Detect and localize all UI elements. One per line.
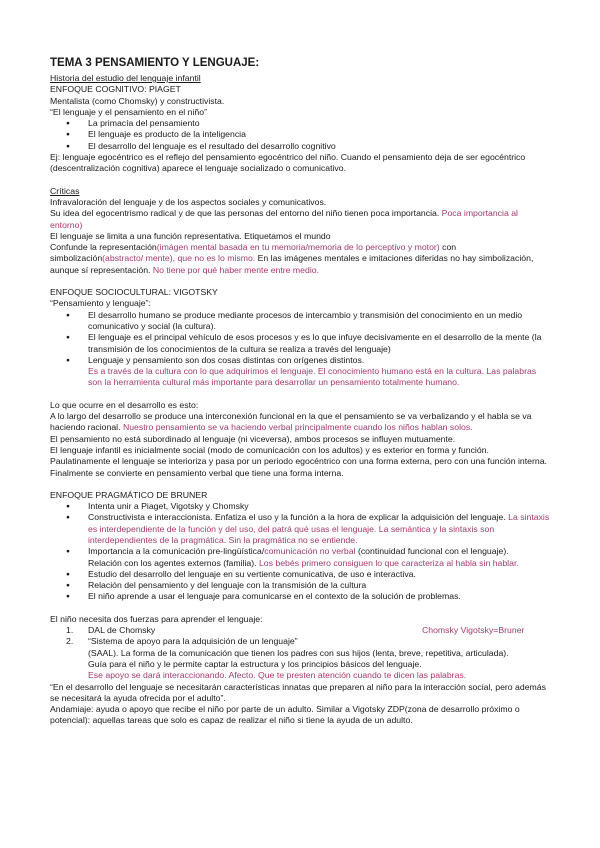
list-item: ● Estudio del desarrollo del lenguaje en su vertiente comunicativa, de uso e interactiva. xyxy=(88,569,550,580)
desarrollo-heading: Lo que ocurre en el desarrollo es esto: xyxy=(50,399,199,410)
desarrollo-p3: El lenguaje infantil es inicialmente social (modo de comunicación con los adultos) y es exterior en forma y función. xyxy=(50,444,489,455)
list-item: ● El niño aprende a usar el lenguaje para comunicarse en el contexto de la solución de problemas. xyxy=(88,591,550,602)
list-item: ● Intenta unir a Piaget, Vigotsky y Chomsky xyxy=(88,501,550,512)
page-title: TEMA 3 PENSAMIENTO Y LENGUAJE: xyxy=(50,57,260,69)
saal-line2: Guía para el niño y le permite captar la estructura y los principios básicos del lenguaje. xyxy=(88,658,422,669)
piaget-heading: ENFOQUE COGNITIVO: PIAGET xyxy=(50,84,181,95)
fuerzas-heading: El niño necesita dos fuerzas para aprender el lenguaje: xyxy=(50,613,263,624)
fuerzas-list xyxy=(50,625,550,648)
piaget-bullets xyxy=(50,118,550,152)
criticas-line3: El lenguaje se limita a una función representativa. Etiquetamos el mundo xyxy=(50,230,331,241)
side-note: Chomsky Vigotsky=Bruner xyxy=(422,625,525,636)
criticas-line2: Su idea del egocentrismo radical y de que las personas del entorno del niño tienen poca importancia. Poca importancia al entorno) xyxy=(50,208,518,230)
criticas-line2-note: Poca importancia al entorno) xyxy=(50,208,518,230)
criticas-line4: Confunde la representación(imágen mental basada en tu memoria/memoria de lo perceptivo y motor) con simbolización(abstracto/ mente), que no es lo mismo. En las imágenes mentales e imitaciones diferidas no hay simbolización, aunque sí representación. No tiene por qué haber mente entre medio. xyxy=(50,242,534,275)
desarrollo-p1: A lo largo del desarrollo se produce una interconexión funcional en la que el pensamiento se va verbalizando y el habla se va haciendo racional. Nuestro pensamiento se va haciendo verbal principalmente cuando los niños hablan solos. xyxy=(50,411,532,433)
vigotsky-bullet3-note: Es a través de la cultura con lo que adquirimos el lenguaje. El conocimiento humano está en la cultura. Las palabras son la herramienta cultural más importante para desarrollar un pensamiento totalmente humano. xyxy=(88,366,537,388)
saal-line1: (SAAL). La forma de la comunicación que tienen los padres con sus hijos (lenta, breve, repetitiva, articulada). xyxy=(88,647,509,658)
criticas-heading: Críticas xyxy=(50,185,80,196)
subtitle: Historia del estudio del lenguaje infantil xyxy=(50,73,201,83)
list-item: ● Constructivista e interaccionista. Enfatiza el uso y la función a la hora de explicar la adquisición del lenguaje. La sintaxis es interdependiente de la función y del uso, del patrá qué usas el lenguaje. La semántica y la sintaxis son interdependientes de la pragmática. Sin la pragmática no se entiende. xyxy=(88,512,550,546)
closing-quote: “En el desarrollo del lenguaje se necesitarán características innatas que preparen al niño para la interacción social, pero además se necesitará la ayuda ofrecida por el adulto”. xyxy=(50,681,546,703)
bruner-bullets xyxy=(50,501,550,603)
vigotsky-quote: “Pensamiento y lenguaje”: xyxy=(50,298,151,309)
list-item: ● Relación del pensamiento y del lenguaje con la transmisión de la cultura xyxy=(88,580,550,591)
list-item: ● Importancia a la comunicación pre-lingüística/comunicación no verbal (continuidad funcional con el lenguaje). Relación con los agentes externos (familia). Los bebés primero consiguen lo que caracteriza al habla sin hablar. xyxy=(88,546,550,569)
desarrollo-p5: Finalmente se convierte en pensamiento verbal que tiene una forma interna. xyxy=(50,467,344,478)
list-item: 1. DAL de Chomsky Chomsky Vigotsky=Bruner xyxy=(66,625,525,636)
piaget-intro: Mentalista (como Chomsky) y constructivista. xyxy=(50,95,225,106)
vigotsky-heading: ENFOQUE SOCIOCULTURAL: VIGOTSKY xyxy=(50,287,218,298)
desarrollo-p4: Paulatinamente el lenguaje se interioriza y pasa por un periodo egocéntrico con una forma externa, pero con una función interna. xyxy=(50,456,547,467)
criticas-line1: Infravaloración del lenguaje y de los aspectos sociales y comunicativos. xyxy=(50,196,327,207)
list-item: ● El desarrollo del lenguaje es el resultado del desarrollo cognitivo xyxy=(88,141,550,152)
bruner-heading: ENFOQUE PRAGMÁTICO DE BRUNER xyxy=(50,489,208,500)
document-content xyxy=(50,56,550,727)
desarrollo-p2: El pensamiento no está subordinado al lenguaje (ni viceversa), ambos procesos se influyen mutuamente. xyxy=(50,433,456,444)
andamiaje: Andamiaje: ayuda o apoyo que recibe el niño por parte de un adulto. Similar a Vigotsky ZDP(zona de desarrollo próximo o potencial): aquellas tareas que solo es capaz de realizar el niño si tiene la ayuda de un adulto. xyxy=(50,704,520,726)
list-item: 2. “Sistema de apoyo para la adquisición de un lenguaje” xyxy=(66,636,298,647)
saal-note: Ese apoyo se dará interaccionando. Afecto. Que te presten atención cuando te dicen las palabras. xyxy=(88,670,467,681)
list-item: ● El lenguaje es el principal vehículo de esos procesos y es lo que infuye decisivamente en el desarrollo de la mente (la transmisión de los conocimientos de la cultura se realiza a través del lenguaje) xyxy=(88,332,550,355)
list-item: ● El desarrollo humano se produce mediante procesos de intercambio y transmisión del conocimiento en un medio comunicativo y social (la cultura). xyxy=(88,310,550,333)
list-item: ● La primacía del pensamiento xyxy=(88,118,550,129)
piaget-quote: “El lenguaje y el pensamiento en el niño” xyxy=(50,106,207,117)
list-item: ● El lenguaje es producto de la inteligencia xyxy=(88,129,550,140)
piaget-example: Ej: lenguaje egocéntrico es el reflejo del pensamiento egocéntrico del niño. Cuando el pensamiento deja de ser egocéntrico (descentralización cognitiva) aparece el lenguaje socializado o comunicativo. xyxy=(50,152,526,174)
vigotsky-bullets xyxy=(50,310,550,366)
list-item: ● Lenguaje y pensamiento son dos cosas distintas con orígenes distintos. xyxy=(88,355,550,366)
